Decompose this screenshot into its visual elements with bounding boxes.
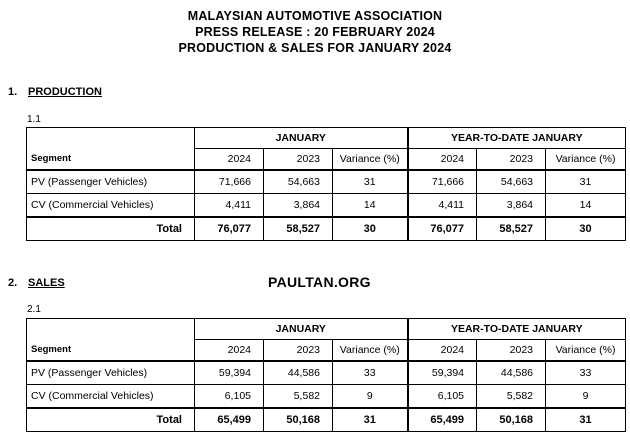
total-month-variance: 30 xyxy=(333,217,408,241)
row-label: CV (Commercial Vehicles) xyxy=(27,385,195,409)
section-number: 1. xyxy=(8,86,18,98)
cell-ytd-variance: 31 xyxy=(546,170,626,194)
cell-ytd-2024: 6,105 xyxy=(408,385,477,409)
cell-month-variance: 9 xyxy=(333,385,408,409)
col-header-ytd-variance: Variance (%) xyxy=(546,340,626,362)
group-header-ytd: YEAR-TO-DATE JANUARY xyxy=(408,319,626,340)
section-label: PRODUCTION xyxy=(28,86,102,98)
total-ytd-2024: 76,077 xyxy=(408,217,477,241)
col-header-variance: Variance (%) xyxy=(333,149,408,171)
col-header-2024: 2024 xyxy=(195,149,264,171)
table-row xyxy=(27,385,626,409)
table-row xyxy=(27,361,626,385)
section-production-title xyxy=(8,86,102,98)
cell-month-2024: 71,666 xyxy=(195,170,264,194)
total-row xyxy=(27,217,626,241)
cell-ytd-2024: 71,666 xyxy=(408,170,477,194)
total-ytd-variance: 30 xyxy=(546,217,626,241)
group-header-month: JANUARY xyxy=(195,319,408,340)
col-header-ytd-2023: 2023 xyxy=(477,149,546,171)
press-release-date: PRESS RELEASE : 20 FEBRUARY 2024 xyxy=(195,25,435,39)
row-label: PV (Passenger Vehicles) xyxy=(27,170,195,194)
segment-header-top xyxy=(27,319,195,340)
cell-month-2023: 5,582 xyxy=(264,385,333,409)
cell-month-variance: 33 xyxy=(333,361,408,385)
association-title: MALAYSIAN AUTOMOTIVE ASSOCIATION xyxy=(187,9,443,23)
col-header-ytd-variance: Variance (%) xyxy=(546,149,626,171)
cell-month-2024: 59,394 xyxy=(195,361,264,385)
cell-ytd-2023: 44,586 xyxy=(477,361,546,385)
row-label: CV (Commercial Vehicles) xyxy=(27,194,195,218)
cell-ytd-2023: 5,582 xyxy=(477,385,546,409)
cell-month-2023: 54,663 xyxy=(264,170,333,194)
total-label: Total xyxy=(27,408,195,432)
section-label: SALES xyxy=(28,277,65,289)
cell-ytd-variance: 14 xyxy=(546,194,626,218)
subsection-number: 1.1 xyxy=(27,114,41,125)
production-table xyxy=(26,127,626,241)
total-month-2024: 76,077 xyxy=(195,217,264,241)
col-header-2023: 2023 xyxy=(264,340,333,362)
cell-ytd-2024: 4,411 xyxy=(408,194,477,218)
col-header-2024: 2024 xyxy=(195,340,264,362)
col-header-ytd-2024: 2024 xyxy=(408,340,477,362)
segment-header: Segment xyxy=(27,340,195,362)
cell-ytd-variance: 33 xyxy=(546,361,626,385)
table-row xyxy=(27,194,626,218)
cell-month-variance: 14 xyxy=(333,194,408,218)
total-ytd-variance: 31 xyxy=(546,408,626,432)
cell-month-2024: 6,105 xyxy=(195,385,264,409)
cell-month-2023: 44,586 xyxy=(264,361,333,385)
cell-month-2023: 3,864 xyxy=(264,194,333,218)
col-header-ytd-2024: 2024 xyxy=(408,149,477,171)
segment-header: Segment xyxy=(27,149,195,171)
row-label: PV (Passenger Vehicles) xyxy=(27,361,195,385)
total-month-2023: 58,527 xyxy=(264,217,333,241)
total-month-2024: 65,499 xyxy=(195,408,264,432)
section-number: 2. xyxy=(8,277,18,289)
segment-header-top xyxy=(27,128,195,149)
cell-ytd-2024: 59,394 xyxy=(408,361,477,385)
cell-ytd-2023: 3,864 xyxy=(477,194,546,218)
sales-table xyxy=(26,318,626,432)
report-title: PRODUCTION & SALES FOR JANUARY 2024 xyxy=(178,41,452,55)
total-label: Total xyxy=(27,217,195,241)
col-header-variance: Variance (%) xyxy=(333,340,408,362)
press-release-header xyxy=(0,8,630,56)
total-month-2023: 50,168 xyxy=(264,408,333,432)
table-row xyxy=(27,170,626,194)
cell-ytd-2023: 54,663 xyxy=(477,170,546,194)
cell-month-2024: 4,411 xyxy=(195,194,264,218)
total-row xyxy=(27,408,626,432)
cell-month-variance: 31 xyxy=(333,170,408,194)
total-month-variance: 31 xyxy=(333,408,408,432)
total-ytd-2023: 58,527 xyxy=(477,217,546,241)
watermark-logo: PAULTAN.ORG xyxy=(268,274,371,290)
col-header-2023: 2023 xyxy=(264,149,333,171)
group-header-month: JANUARY xyxy=(195,128,408,149)
cell-ytd-variance: 9 xyxy=(546,385,626,409)
group-header-ytd: YEAR-TO-DATE JANUARY xyxy=(408,128,626,149)
section-sales-title xyxy=(8,277,65,289)
col-header-ytd-2023: 2023 xyxy=(477,340,546,362)
total-ytd-2023: 50,168 xyxy=(477,408,546,432)
subsection-number: 2.1 xyxy=(27,304,41,315)
total-ytd-2024: 65,499 xyxy=(408,408,477,432)
